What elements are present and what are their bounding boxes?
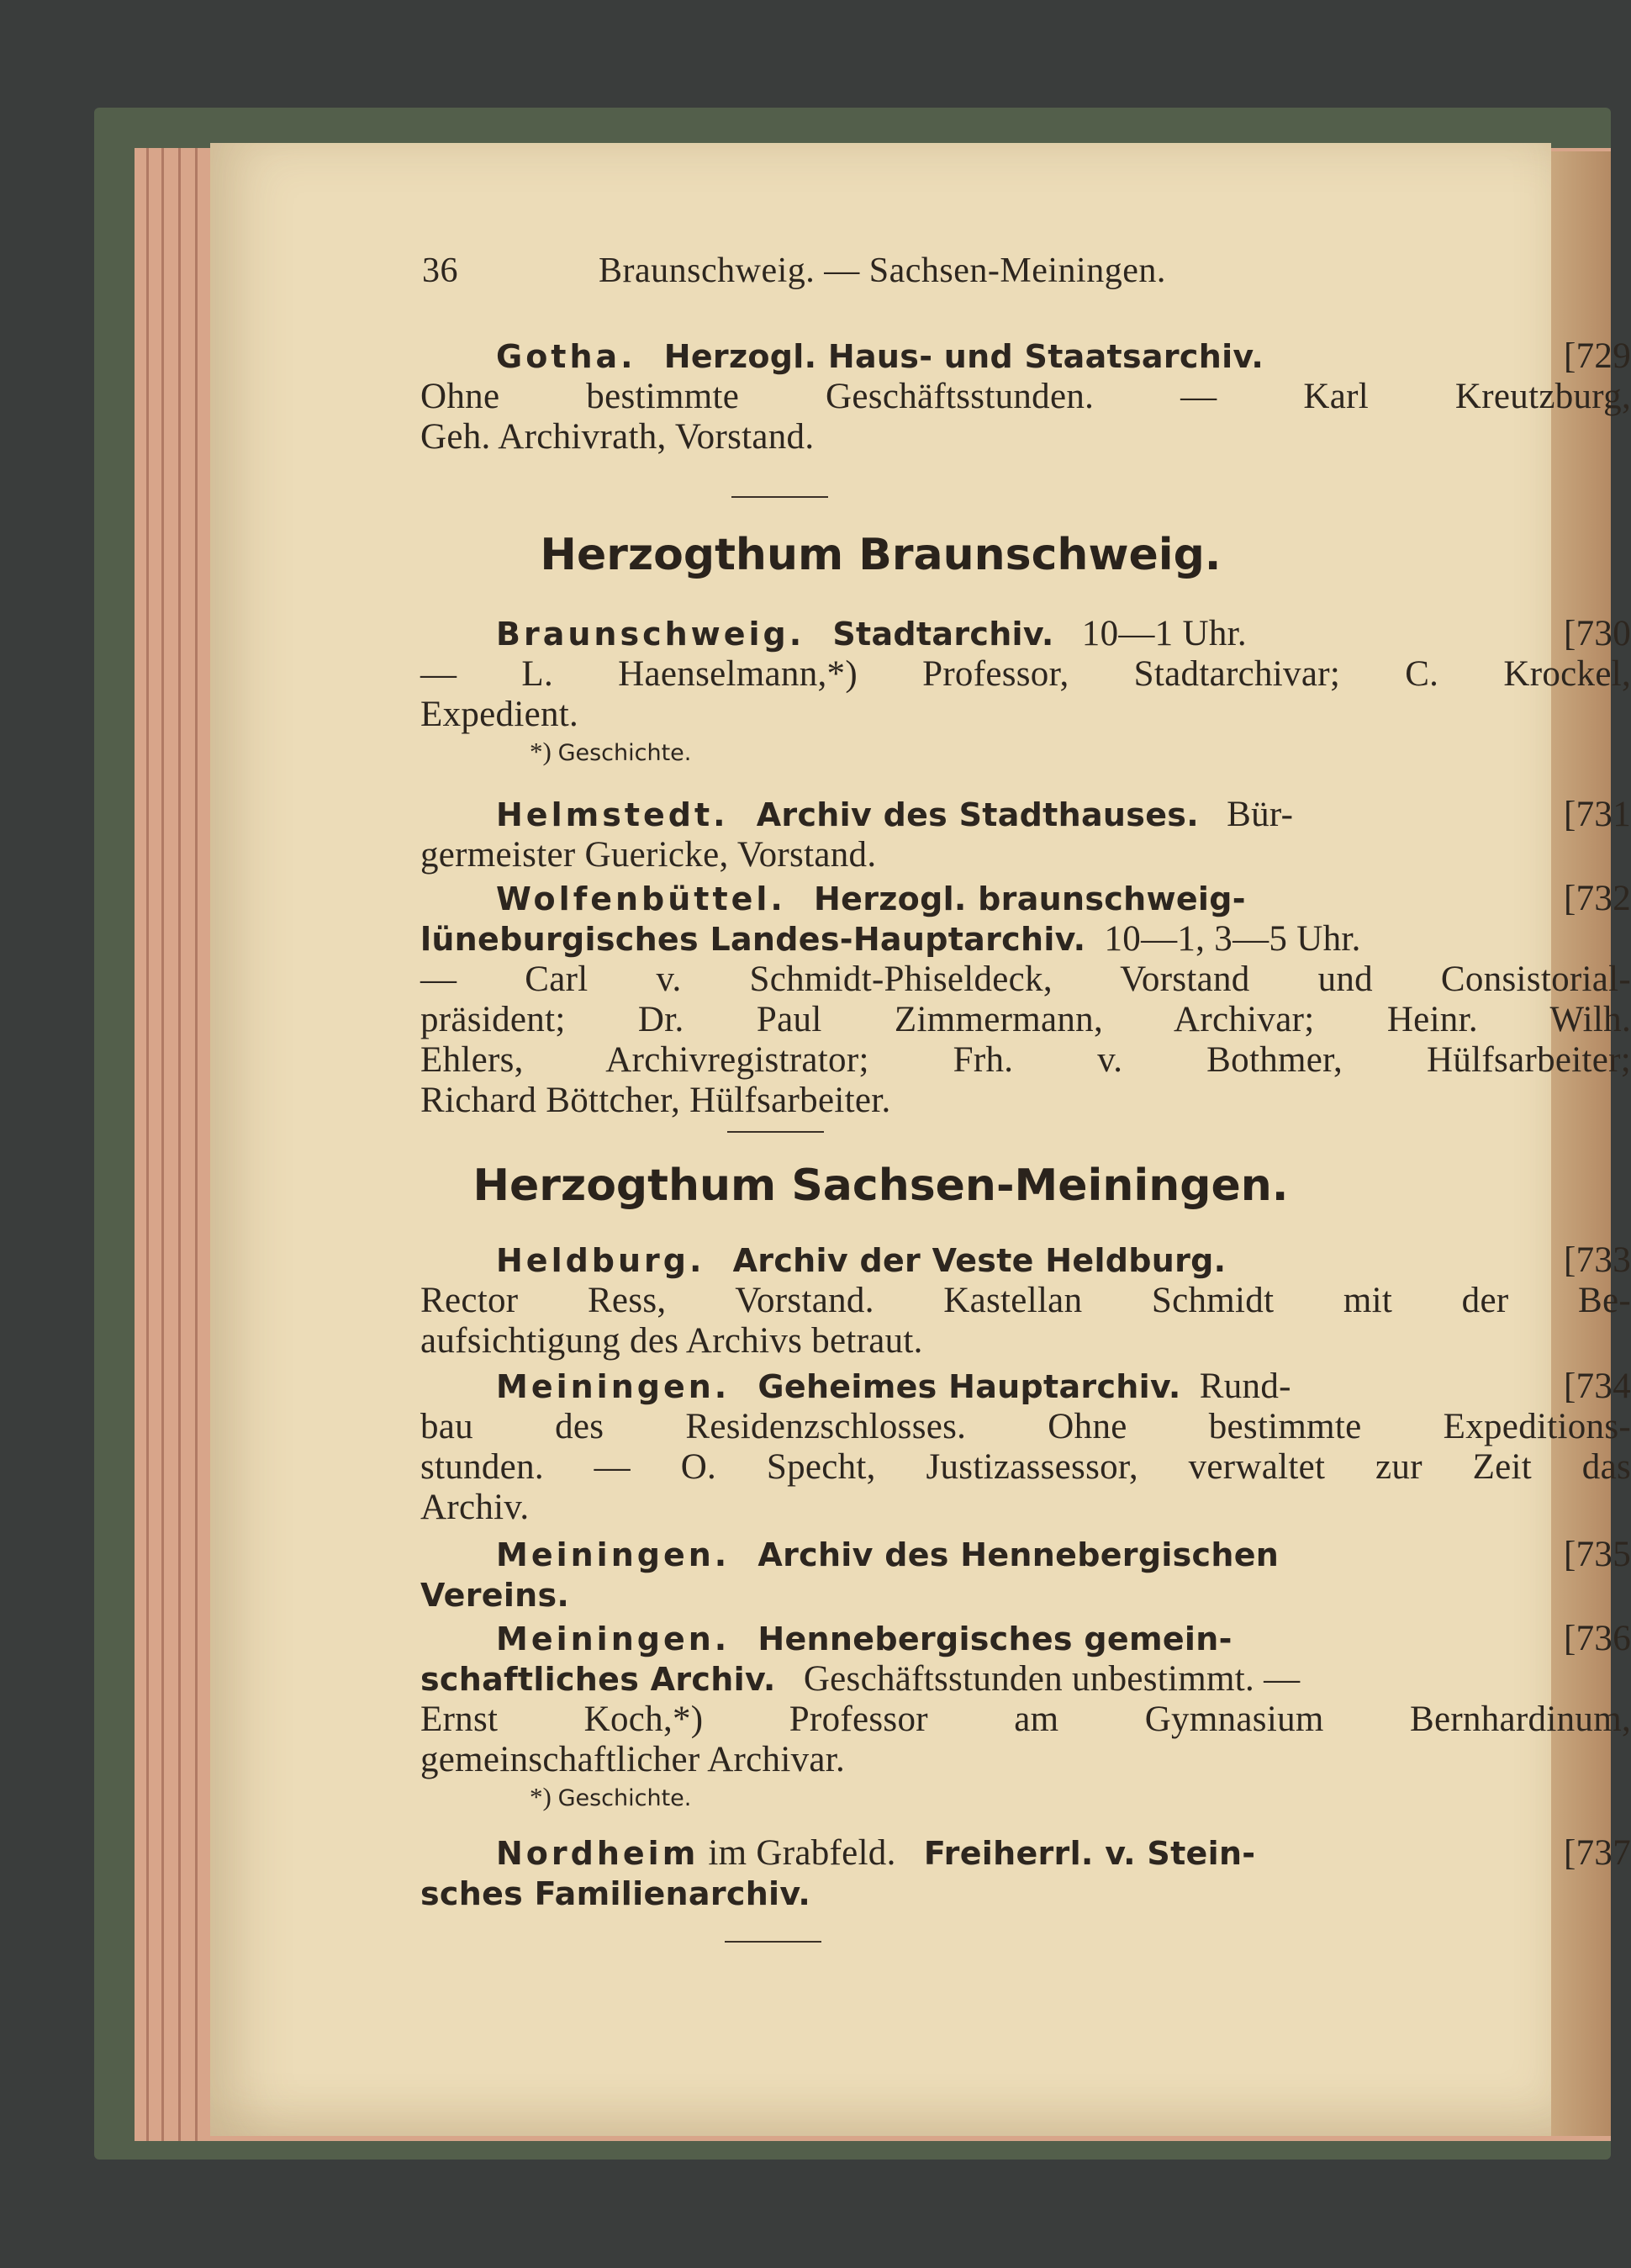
- entry-text: im Grabfeld.: [708, 1833, 896, 1873]
- entry-text: Expedient.: [420, 695, 579, 734]
- entry-helmstedt: [420, 795, 1631, 875]
- entry-meiningen-gemeinschaftlich: [420, 1619, 1631, 1814]
- page-edge-line: [146, 148, 149, 2141]
- page-edge-line: [161, 148, 164, 2141]
- running-head-title: Braunschweig. — Sachsen-Meiningen.: [599, 251, 1166, 290]
- entry-number: [735: [1563, 1535, 1631, 1574]
- entry-text: stunden. — O. Specht, Justizassessor, verwaltet zur Zeit das: [420, 1447, 1631, 1487]
- entry-title-cont: schaftliches Archiv.: [420, 1661, 776, 1698]
- entry-braunschweig: [420, 614, 1631, 769]
- entry-text: germeister Guericke, Vorstand.: [420, 835, 877, 875]
- entry-title: Geheimes Hauptarchiv.: [757, 1368, 1181, 1405]
- entry-text: Richard Böttcher, Hülfsarbeiter.: [420, 1081, 891, 1120]
- entry-gotha: [420, 336, 1631, 457]
- entry-number: [731: [1563, 795, 1631, 834]
- entry-text: Rund-: [1199, 1367, 1291, 1406]
- entry-title: Archiv der Veste Heldburg.: [732, 1242, 1227, 1279]
- entry-place: Meiningen.: [496, 1620, 731, 1657]
- entry-title: Archiv des Stadthauses.: [756, 796, 1199, 833]
- entry-nordheim: [420, 1833, 1631, 1914]
- entry-text: aufsichtigung des Archivs betraut.: [420, 1321, 923, 1361]
- entry-number: [729: [1563, 336, 1631, 376]
- page-number: 36: [422, 251, 458, 290]
- footnote-mark: *): [530, 1782, 552, 1811]
- footnote-mark: *): [530, 737, 552, 766]
- separator-rule: [727, 1131, 824, 1133]
- entry-place: Heldburg.: [496, 1242, 705, 1279]
- entry-number: [730: [1563, 614, 1631, 653]
- entry-title: Freiherrl. v. Stein-: [923, 1835, 1256, 1872]
- entry-text: — Carl v. Schmidt-Phiseldeck, Vorstand und Consistorial-: [420, 960, 1631, 999]
- entry-number: [733: [1563, 1240, 1631, 1280]
- entry-number: [736: [1563, 1619, 1631, 1658]
- entry-title: Stadtarchiv.: [832, 616, 1054, 653]
- entry-text: Bür-: [1227, 795, 1294, 834]
- page-edge-line: [178, 148, 181, 2141]
- entry-text: — L. Haenselmann,*) Professor, Stadtarchivar; C. Krockel,: [420, 654, 1631, 694]
- separator-rule: [725, 1941, 821, 1943]
- entry-text: präsident; Dr. Paul Zimmermann, Archivar; Heinr. Wilh.: [420, 1000, 1631, 1039]
- entry-meiningen-verein: [420, 1535, 1631, 1615]
- entry-meiningen-hauptarchiv: [420, 1367, 1631, 1528]
- entry-text: gemeinschaftlicher Archivar.: [420, 1740, 846, 1779]
- page-content: [210, 143, 1631, 2136]
- footnote: [420, 1780, 1631, 1814]
- entry-number: [732: [1563, 879, 1631, 918]
- entry-place: Helmstedt.: [496, 796, 729, 833]
- footnote-text: Geschichte.: [557, 740, 692, 766]
- page-edge-line: [195, 148, 198, 2141]
- entry-place: Nordheim: [496, 1835, 699, 1872]
- section-heading: Herzogthum Braunschweig.: [540, 530, 1222, 580]
- entry-number: [734: [1563, 1367, 1631, 1406]
- entry-text: Geh. Archivrath, Vorstand.: [420, 417, 815, 457]
- entry-text: Ohne bestimmte Geschäftsstunden. — Karl Kreutzburg,: [420, 377, 1631, 416]
- entry-title: Herzogl. braunschweig-: [814, 880, 1246, 917]
- footnote: [420, 735, 1631, 769]
- entry-hours: 10—1 Uhr.: [1081, 614, 1247, 653]
- entry-place: Wolfenbüttel.: [496, 880, 786, 917]
- entry-title: Hennebergisches gemein-: [757, 1620, 1232, 1657]
- entry-heldburg: [420, 1240, 1631, 1361]
- separator-rule: [731, 496, 828, 498]
- entry-title: Archiv des Hennebergischen: [757, 1536, 1280, 1573]
- entry-place: Braunschweig.: [496, 616, 805, 653]
- entry-place: Gotha.: [496, 338, 636, 375]
- entry-title-cont: lüneburgisches Landes-Hauptarchiv.: [420, 921, 1086, 958]
- entry-text: Ernst Koch,*) Professor am Gymnasium Bernhardinum,: [420, 1700, 1631, 1739]
- footnote-text: Geschichte.: [557, 1785, 692, 1811]
- entry-hours: 10—1, 3—5 Uhr.: [1104, 919, 1361, 959]
- entry-number: [737: [1563, 1833, 1631, 1873]
- entry-text: bau des Residenzschlosses. Ohne bestimmte Expeditions-: [420, 1407, 1631, 1446]
- entry-place: Meiningen.: [496, 1536, 731, 1573]
- entry-text: Ehlers, Archivregistrator; Frh. v. Bothmer, Hülfsarbeiter;: [420, 1040, 1631, 1080]
- entry-title-cont: Vereins.: [420, 1577, 570, 1614]
- entry-text: Archiv.: [420, 1488, 530, 1527]
- entry-title: Herzogl. Haus- und Staatsarchiv.: [663, 338, 1264, 375]
- entry-wolfenbuettel: [420, 879, 1631, 1121]
- entry-text: Geschäftsstunden unbestimmt. —: [803, 1659, 1301, 1699]
- entry-place: Meiningen.: [496, 1368, 731, 1405]
- section-heading: Herzogthum Sachsen-Meiningen.: [472, 1160, 1289, 1211]
- entry-text: Rector Ress, Vorstand. Kastellan Schmidt mit der Be-: [420, 1281, 1631, 1320]
- entry-title-cont: sches Familienarchiv.: [420, 1875, 811, 1912]
